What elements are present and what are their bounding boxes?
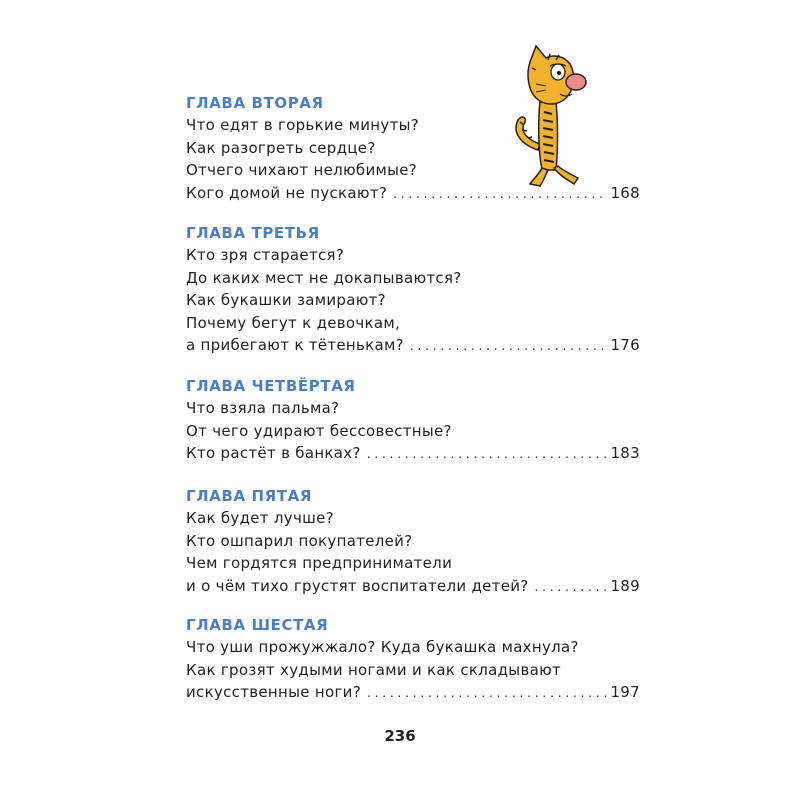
- toc-line: Кто растёт в банках?: [186, 444, 361, 462]
- toc-line: Как грозят худыми ногами и как складывают: [186, 660, 562, 679]
- toc-line: Как будет лучше?: [186, 509, 334, 527]
- toc-line: Почему бегут к девочкам,: [186, 313, 401, 332]
- dot-leader: [393, 183, 606, 206]
- page-ref: 197: [610, 683, 640, 701]
- page-ref: 176: [610, 336, 640, 354]
- toc-entry[interactable]: [186, 182, 640, 205]
- toc-line: искусственные ноги?: [186, 683, 361, 701]
- toc-entry[interactable]: [186, 681, 640, 704]
- toc-line: Отчего чихают нелюбимые?: [186, 161, 418, 179]
- toc-entry[interactable]: [186, 442, 640, 465]
- toc-entry[interactable]: [186, 334, 640, 357]
- page-number: 236: [384, 727, 416, 745]
- dot-leader: [535, 576, 607, 599]
- toc-line: Кто ошпарил покупателей?: [186, 531, 413, 550]
- chapter-title: ГЛАВА ПЯТАЯ: [186, 487, 312, 505]
- chapter-3: [186, 222, 640, 357]
- toc-line: Кого домой не пускают?: [186, 183, 388, 202]
- page-ref: 168: [610, 183, 640, 202]
- page-ref: 189: [610, 576, 640, 595]
- toc-line: Кто зря старается?: [186, 246, 345, 264]
- toc-line: и о чём тихо грустят воспитатели детей?: [186, 576, 529, 595]
- toc-line: Как разогреть сердце?: [186, 138, 376, 157]
- dot-leader: [367, 682, 607, 705]
- chapter-4: [186, 375, 640, 465]
- toc-line: Как букашки замирают?: [186, 291, 386, 309]
- chapter-5: [186, 485, 640, 597]
- toc-line: Что взяла пальма?: [186, 399, 340, 417]
- toc-line: От чего удирают бессовестные?: [186, 421, 452, 440]
- chapter-2: [186, 92, 640, 204]
- chapter-6: [186, 614, 640, 704]
- page-ref: 183: [610, 444, 640, 462]
- toc-line: Чем гордятся предприниматели: [186, 554, 453, 572]
- chapter-title: ГЛАВА ТРЕТЬЯ: [186, 224, 320, 242]
- toc-line: Что уши прожужжало? Куда букашка махнула?: [186, 638, 579, 656]
- chapter-title: ГЛАВА ШЕСТАЯ: [186, 616, 329, 634]
- toc-line: Что едят в горькие минуты?: [186, 116, 420, 134]
- toc-entry[interactable]: [186, 575, 640, 598]
- toc-line: а прибегают к тётенькам?: [186, 336, 404, 354]
- dot-leader: [367, 443, 607, 466]
- toc-line: До каких мест не докапываются?: [186, 268, 462, 287]
- chapter-title: ГЛАВА ЧЕТВЁРТАЯ: [186, 377, 356, 395]
- dot-leader: [410, 335, 607, 358]
- chapter-title: ГЛАВА ВТОРАЯ: [186, 94, 324, 112]
